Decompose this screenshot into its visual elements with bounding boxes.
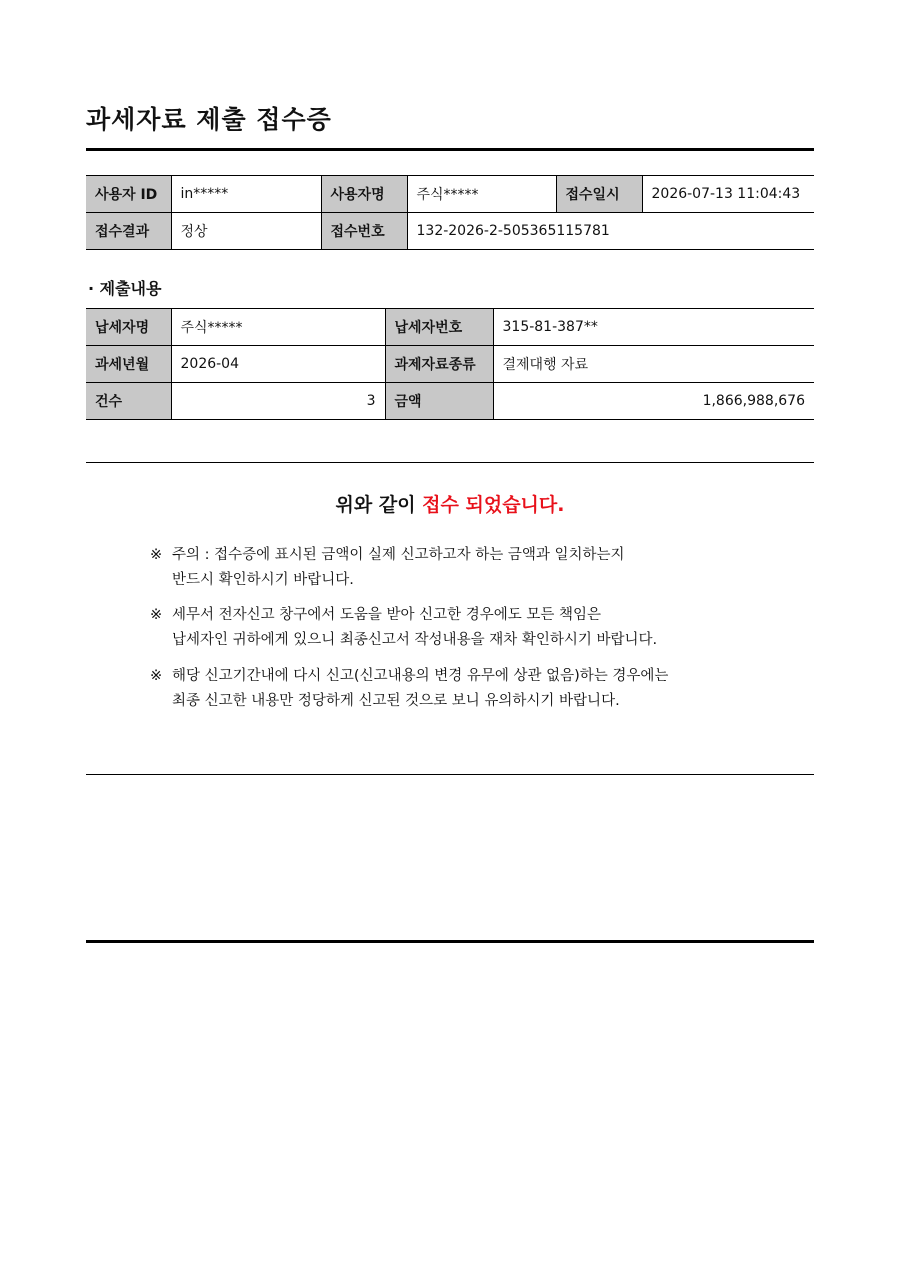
receipt-info-table bbox=[86, 175, 814, 250]
confirmation-message bbox=[0, 490, 900, 517]
receipt-result-value: 정상 bbox=[171, 213, 321, 250]
notice-item bbox=[150, 603, 810, 653]
count-label: 건수 bbox=[86, 383, 171, 420]
taxpayer-name-label: 납세자명 bbox=[86, 309, 171, 346]
table-row bbox=[86, 346, 814, 383]
notice-item bbox=[150, 543, 810, 593]
user-id-label: 사용자 ID bbox=[86, 176, 171, 213]
notice-line: 주의 : 접수증에 표시된 금액이 실제 신고하고자 하는 금액과 일치하는지 bbox=[172, 547, 625, 563]
page-title: 과세자료 제출 접수증 bbox=[86, 105, 332, 134]
section-title: · 제출내용 bbox=[88, 279, 162, 298]
submission-content-table bbox=[86, 308, 814, 420]
taxpayer-number-value: 315-81-387** bbox=[493, 309, 814, 346]
receipt-number-label: 접수번호 bbox=[321, 213, 407, 250]
reference-mark-icon: ※ bbox=[150, 547, 163, 563]
data-type-value: 결제대행 자료 bbox=[493, 346, 814, 383]
notice-line: 반드시 확인하시기 바랍니다. bbox=[172, 572, 354, 588]
receipt-result-label: 접수결과 bbox=[86, 213, 171, 250]
notice-line: 최종 신고한 내용만 정당하게 신고된 것으로 보니 유의하시기 바랍니다. bbox=[172, 693, 620, 709]
amount-value: 1,866,988,676 bbox=[493, 383, 814, 420]
table-row bbox=[86, 213, 814, 250]
notice-line: 납세자인 귀하에게 있으니 최종신고서 작성내용을 재차 확인하시기 바랍니다. bbox=[172, 632, 658, 648]
user-name-value: 주식***** bbox=[407, 176, 556, 213]
notice-line: 세무서 전자신고 창구에서 도움을 받아 신고한 경우에도 모든 책임은 bbox=[172, 607, 602, 623]
confirmation-highlight: 접수 되었습니다. bbox=[422, 494, 565, 516]
reference-mark-icon: ※ bbox=[150, 668, 163, 684]
table-row bbox=[86, 383, 814, 420]
notice-item bbox=[150, 664, 810, 714]
user-id-value: in***** bbox=[171, 176, 321, 213]
receipt-number-value: 132-2026-2-505365115781 bbox=[407, 213, 814, 250]
data-type-label: 과제자료종류 bbox=[385, 346, 493, 383]
title-divider bbox=[86, 148, 814, 151]
user-name-label: 사용자명 bbox=[321, 176, 407, 213]
receipt-datetime-value: 2026-07-13 11:04:43 bbox=[642, 176, 814, 213]
tax-period-label: 과세년월 bbox=[86, 346, 171, 383]
amount-label: 금액 bbox=[385, 383, 493, 420]
notice-line: 해당 신고기간내에 다시 신고(신고내용의 변경 유무에 상관 없음)하는 경우에는 bbox=[172, 668, 669, 684]
reference-mark-icon: ※ bbox=[150, 607, 163, 623]
count-value: 3 bbox=[171, 383, 385, 420]
footer-divider bbox=[86, 940, 814, 943]
notice-divider bbox=[86, 774, 814, 775]
taxpayer-name-value: 주식***** bbox=[171, 309, 385, 346]
confirmation-prefix: 위와 같이 bbox=[335, 494, 423, 516]
content-divider bbox=[86, 462, 814, 463]
table-row bbox=[86, 309, 814, 346]
table-row bbox=[86, 176, 814, 213]
taxpayer-number-label: 납세자번호 bbox=[385, 309, 493, 346]
receipt-datetime-label: 접수일시 bbox=[556, 176, 642, 213]
tax-period-value: 2026-04 bbox=[171, 346, 385, 383]
